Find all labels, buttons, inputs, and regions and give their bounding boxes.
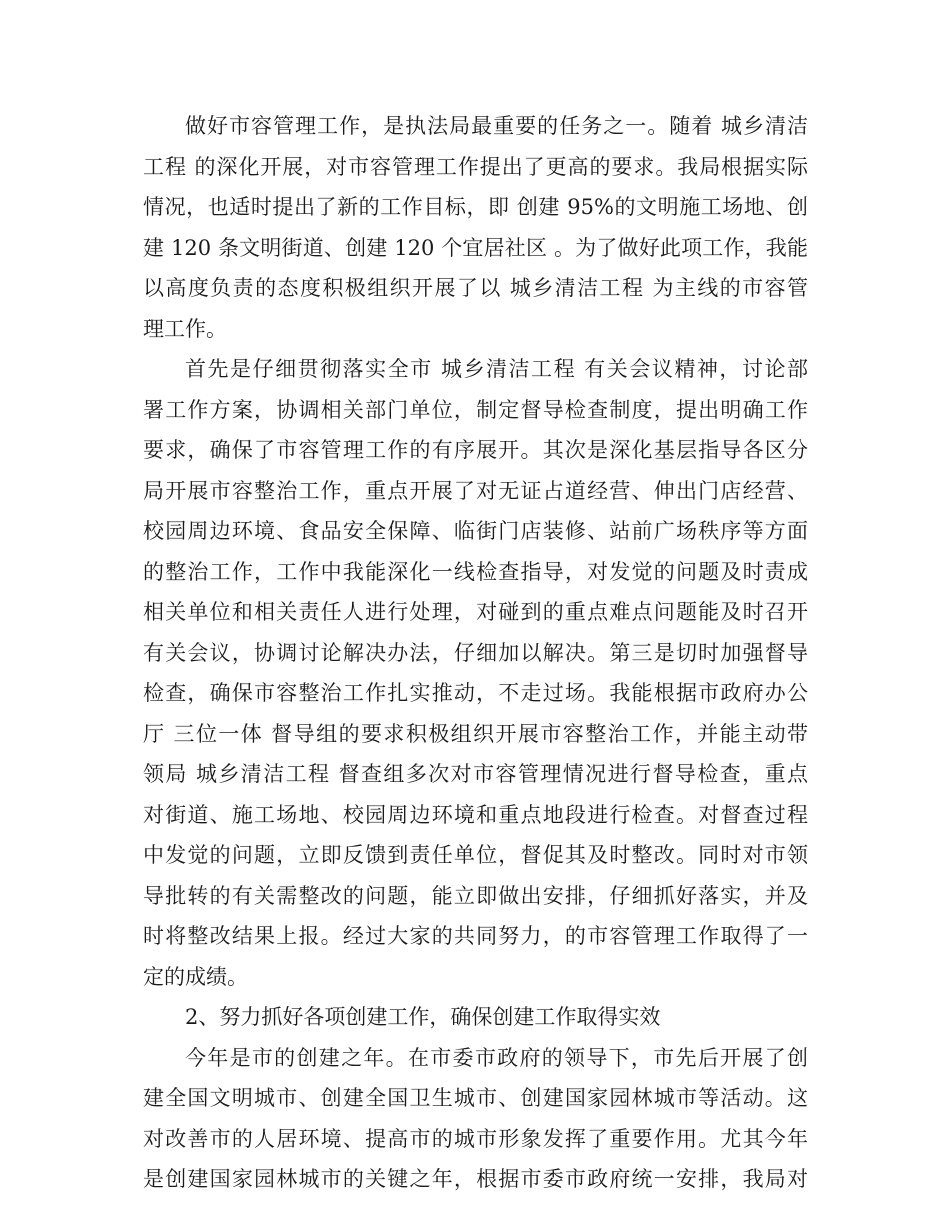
paragraph-line: 建全国文明城市、创建全国卫生城市、创建国家园林城市等活动。这 (143, 1086, 808, 1110)
paragraph-line: 情况，也适时提出了新的工作目标，即 创建 95%的文明施工场地、创 (143, 195, 808, 219)
paragraph-line: 对街道、施工场地、校园周边环境和重点地段进行检查。对督查过程 (143, 802, 808, 827)
paragraph-line: 有关会议，协调讨论解决办法，仔细加以解决。第三是切时加强督导 (143, 640, 808, 665)
paragraph-line: 领局 城乡清洁工程 督查组多次对市容管理情况进行督导检查，重点 (143, 762, 808, 786)
paragraph-line: 检查，确保市容整治工作扎实推动，不走过场。我能根据市政府办公 (143, 681, 808, 705)
paragraph-line: 对改善市的人居环境、提高市的城市形象发挥了重要作用。尤其今年 (143, 1126, 808, 1151)
document-body (143, 106, 808, 1200)
paragraph-line: 署工作方案，协调相关部门单位，制定督导检查制度，提出明确工作 (143, 397, 808, 422)
paragraph-line: 的整治工作，工作中我能深化一线检查指导，对发觉的问题及时责成 (143, 559, 808, 584)
paragraph-line: 今年是市的创建之年。在市委市政府的领导下，市先后开展了创 (185, 1045, 808, 1070)
paragraph-line: 厅 三位一体 督导组的要求积极组织开展市容整治工作，并能主动带 (143, 721, 808, 746)
paragraph-line: 时将整改结果上报。经过大家的共同努力，的市容管理工作取得了一 (143, 924, 808, 948)
paragraph-line: 相关单位和相关责任人进行处理，对碰到的重点难点问题能及时召开 (143, 600, 808, 624)
paragraph-line: 建 120 条文明街道、创建 120 个宜居社区 。为了做好此项工作，我能 (143, 235, 808, 260)
paragraph-line: 首先是仔细贯彻落实全市 城乡清洁工程 有关会议精神，讨论部 (185, 357, 808, 381)
paragraph-line: 导批转的有关需整改的问题，能立即做出安排，仔细抓好落实，并及 (143, 883, 808, 908)
paragraph-line: 中发觉的问题，立即反馈到责任单位，督促其及时整改。同时对市领 (143, 843, 808, 867)
section-heading: 2、努力抓好各项创建工作，确保创建工作取得实效 (185, 1005, 661, 1029)
paragraph-line: 校园周边环境、食品安全保障、临街门店装修、站前广场秩序等方面 (143, 519, 808, 543)
paragraph-line: 是创建国家园林城市的关键之年，根据市委市政府统一安排，我局对 (143, 1167, 808, 1191)
paragraph-line: 要求，确保了市容管理工作的有序展开。其次是深化基层指导各区分 (143, 438, 808, 462)
paragraph-line: 定的成绩。 (143, 964, 248, 989)
paragraph-line: 以高度负责的态度积极组织开展了以 城乡清洁工程 为主线的市容管 (143, 276, 808, 300)
paragraph-line: 做好市容管理工作，是执法局最重要的任务之一。随着 城乡清洁 (185, 114, 808, 138)
paragraph-line: 局开展市容整治工作，重点开展了对无证占道经营、伸出门店经营、 (143, 478, 808, 503)
paragraph-line: 工程 的深化开展，对市容管理工作提出了更高的要求。我局根据实际 (143, 154, 808, 179)
paragraph-line: 理工作。 (143, 316, 227, 341)
